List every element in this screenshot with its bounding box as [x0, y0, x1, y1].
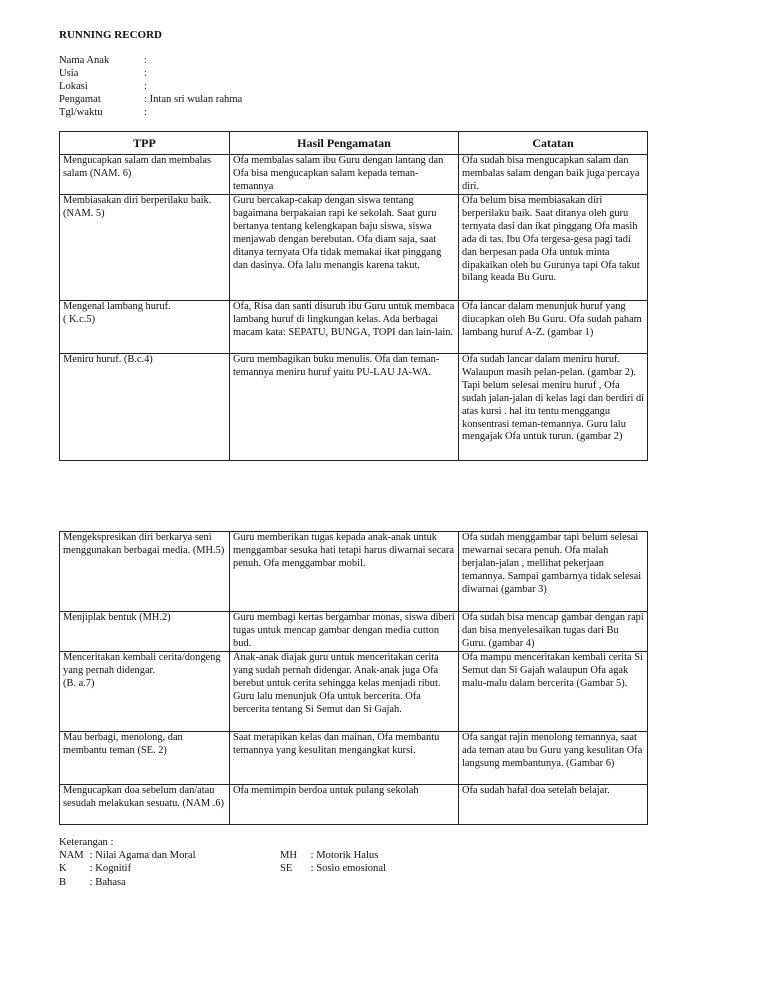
meta-value: :	[144, 68, 147, 80]
cell-catatan: Ofa sudah bisa mencap gambar dengan rapi dan bisa menyelesaikan tugas dari Bu Guru. (gambar 4)	[459, 612, 648, 652]
cell-catatan: Ofa sudah bisa mengucapkan salam dan membalas salam dengan baik juga percaya diri.	[459, 155, 648, 195]
legend-code: B	[59, 876, 67, 888]
legend-row	[59, 862, 386, 875]
cell-tpp: Meniru huruf. (B.c.4)	[60, 354, 230, 461]
meta-row	[59, 67, 242, 80]
cell-hasil: Ofa, Risa dan santi disuruh ibu Guru untuk membaca lambang huruf di lingkungan kelas. Ada berbagai macam kata: SEPATU, BUNGA, TOPI dan lain-lain.	[230, 301, 459, 354]
legend-code: SE	[280, 863, 293, 875]
cell-hasil: Guru membagikan buku menulis. Ofa dan teman-temannya meniru huruf yaitu PU-LAU JA-WA.	[230, 354, 459, 461]
cell-tpp: Mengenal lambang huruf. ( K.c.5)	[60, 301, 230, 354]
legend-text: : Sosio emosional	[310, 863, 386, 875]
cell-hasil: Ofa memimpin berdoa untuk pulang sekolah	[230, 785, 459, 825]
meta-info	[59, 54, 242, 119]
meta-row	[59, 80, 242, 93]
cell-hasil: Guru membagi kertas bergambar monas, siswa diberi tugas untuk mencap gambar dengan media cutton bud.	[230, 612, 459, 652]
meta-row	[59, 54, 242, 67]
cell-tpp: Mengucapkan doa sebelum dan/atau sesudah melakukan sesuatu. (NAM .6)	[60, 785, 230, 825]
table-row	[60, 155, 648, 195]
legend-code: K	[59, 863, 67, 875]
meta-label: Usia	[59, 68, 79, 80]
header-tpp: TPP	[60, 132, 230, 155]
cell-catatan: Ofa sudah lancar dalam meniru huruf. Walaupun masih pelan-pelan. (gambar 2). Tapi belum selesai meniru huruf , Ofa sudah jalan-jalan di kelas lagi dan berdiri di atas kursi . hal itu tentu menggangu konsentrasi teman-temannya. Guru lalu mengajak Ofa untuk turun. (gambar 2)	[459, 354, 648, 461]
cell-catatan: Ofa sudah menggambar tapi belum selesai mewarnai secara penuh. Ofa malah berjalan-jalan , mellihat pekerjaan temannya. Sampai gambarnya tidak selesai diwarnai (gambar 3)	[459, 532, 648, 612]
cell-tpp: Mau berbagi, menolong, dan membantu teman (SE. 2)	[60, 732, 230, 785]
legend-text: : Bahasa	[89, 876, 126, 888]
cell-tpp: Mengucapkan salam dan membalas salam (NAM. 6)	[60, 155, 230, 195]
legend-heading: Keterangan :	[59, 837, 114, 848]
observation-table-1	[59, 131, 648, 461]
table-header-row	[60, 132, 648, 155]
meta-row	[59, 93, 242, 106]
table-row	[60, 612, 648, 652]
meta-row	[59, 106, 242, 119]
meta-value: :	[144, 107, 147, 119]
meta-value: : Intan sri wulan rahma	[144, 94, 243, 106]
meta-value: :	[144, 81, 147, 93]
table-row	[60, 532, 648, 612]
header-catatan: Catatan	[459, 132, 648, 155]
table-row	[60, 785, 648, 825]
observation-table-2	[59, 531, 648, 825]
meta-value: :	[144, 55, 147, 66]
cell-tpp: Mengekspresikan diri berkarya seni menggunakan berbagai media. (MH.5)	[60, 532, 230, 612]
legend-text: : Motorik Halus	[310, 850, 379, 862]
cell-hasil: Guru bercakap-cakap dengan siswa tentang bagaimana berpakaian rapi ke sekolah. Saat guru bertanya tentang kelengkapan baju siswa, siswa menjawab dengan berebutan. Ofa diam saja, saat ditanya ternyata Ofa tidak memakai ikat pinggang dan dasinya. Ofa lalu menangis karena takut.	[230, 195, 459, 301]
legend	[59, 836, 386, 889]
cell-tpp: Membiasakan diri berperilaku baik. (NAM. 5)	[60, 195, 230, 301]
legend-code: NAM	[59, 850, 84, 862]
meta-label: Pengamat	[59, 94, 101, 106]
legend-code: MH	[280, 850, 298, 862]
meta-label: Lokasi	[59, 81, 88, 93]
table-row	[60, 652, 648, 732]
cell-hasil: Ofa membalas salam ibu Guru dengan lantang dan Ofa bisa mengucapkan salam kepada teman-temannya	[230, 155, 459, 195]
cell-catatan: Ofa sudah hafal doa setelah belajar.	[459, 785, 648, 825]
cell-tpp: Menceritakan kembali cerita/dongeng yang pernah didengar. (B. a.7)	[60, 652, 230, 732]
cell-hasil: Saat merapikan kelas dan mainan, Ofa membantu temannya yang kesulitan mengangkat kursi.	[230, 732, 459, 785]
meta-label: Nama Anak	[59, 55, 110, 66]
legend-text: : Nilai Agama dan Moral	[89, 850, 196, 862]
meta-label: Tgl/waktu	[59, 107, 103, 119]
cell-catatan: Ofa lancar dalam menunjuk huruf yang diucapkan oleh Bu Guru. Ofa sudah paham lambang huruf A-Z. (gambar 1)	[459, 301, 648, 354]
cell-tpp: Menjiplak bentuk (MH.2)	[60, 612, 230, 652]
table-row	[60, 732, 648, 785]
legend-row	[59, 876, 386, 889]
legend-row	[59, 849, 386, 862]
cell-hasil: Guru memberikan tugas kepada anak-anak untuk menggambar sesuka hati tetapi harus diwarnai secara penuh. Ofa menggambar mobil.	[230, 532, 459, 612]
cell-catatan: Ofa belum bisa membiasakan diri berperilaku baik. Saat ditanya oleh guru ternyata dasi dan ikat pinggang Ofa masih ada di tas. Ibu Ofa tergesa-gesa pagi tadi dan berpesan pada Ofa untuk minta dipakaikan oleh bu Gurunya tapi Ofa takut bilang keada Bu Guru.	[459, 195, 648, 301]
table-row	[60, 301, 648, 354]
table-row	[60, 354, 648, 461]
cell-catatan: Ofa sangat rajin menolong temannya, saat ada teman atau bu Guru yang kesulitan Ofa langsung membantunya. (Gambar 6)	[459, 732, 648, 785]
table-row	[60, 195, 648, 301]
cell-catatan: Ofa mampu menceritakan kembali cerita Si Semut dan Si Gajah walaupun Ofa agak malu-malu dalam bercerita (Gambar 5).	[459, 652, 648, 732]
document-title: RUNNING RECORD	[59, 29, 162, 41]
header-hasil: Hasil Pengamatan	[230, 132, 459, 155]
cell-hasil: Anak-anak diajak guru untuk menceritakan cerita yang sudah pernah didengar. Anak-anak juga Ofa berebut untuk cerita sehingga kelas menjadi ribut. Guru lalu menunjuk Ofa untuk bercerita. Ofa bercerita tentang Si Semut dan Si Gajah.	[230, 652, 459, 732]
legend-text: : Kognitif	[89, 863, 132, 875]
